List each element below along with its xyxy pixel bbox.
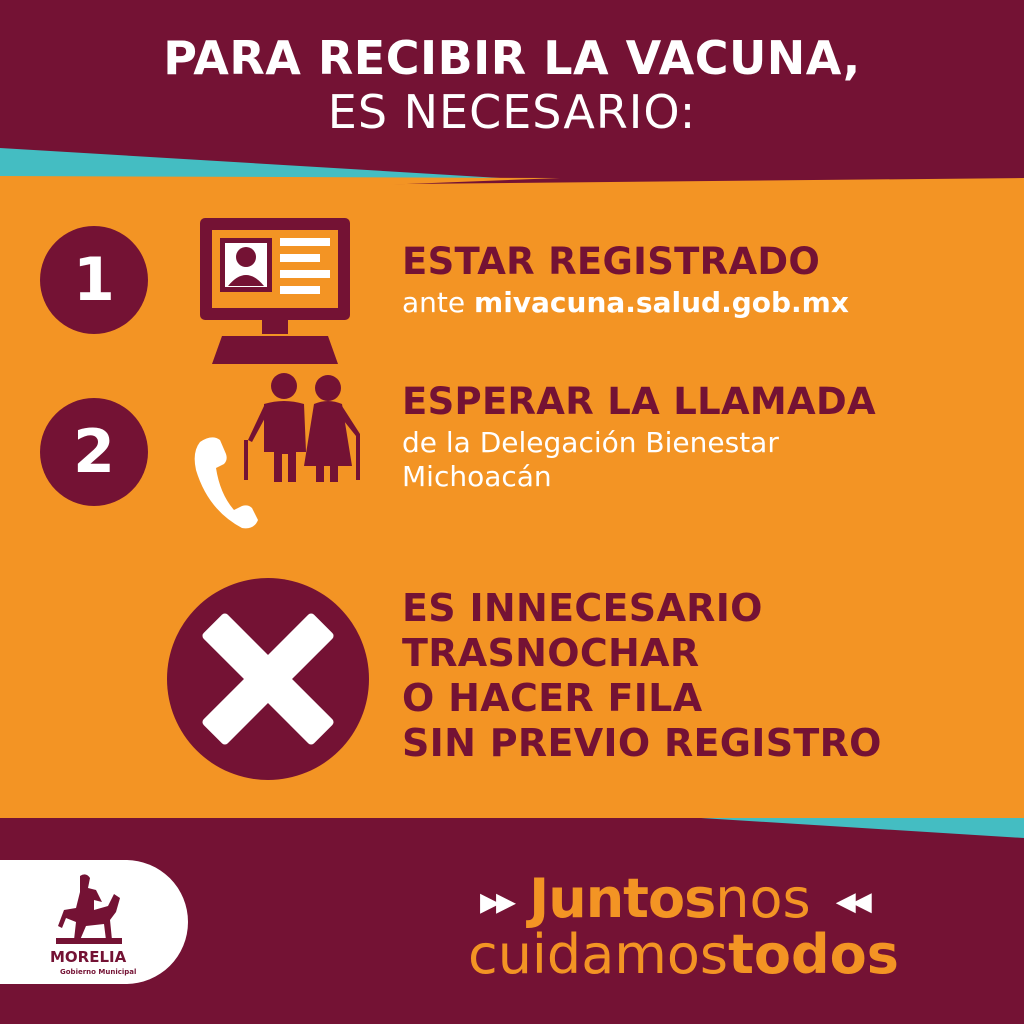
tagline-line2 [468, 924, 899, 986]
warning-line-3: O HACER FILA [402, 676, 703, 720]
step-1-subtitle-prefix: ante [402, 286, 475, 319]
step-2-subtitle-line1: de la Delegación Bienestar [402, 426, 779, 459]
tagline-word-cuidamos: cuidamos [468, 923, 729, 986]
elderly-couple-icon [244, 373, 360, 482]
warning-line-2: TRASNOCHAR [402, 631, 700, 675]
logo-subtitle: Gobierno Municipal [60, 968, 137, 976]
step-2-number-badge: 2 [40, 398, 148, 506]
elderly-couple-phone-icon [190, 370, 370, 530]
computer-profile-icon [196, 214, 356, 366]
logo-badge [0, 860, 188, 984]
tagline-word-juntos: Juntos [529, 867, 716, 930]
step-1-url: mivacuna.salud.gob.mx [474, 286, 849, 319]
logo-name: MORELIA [50, 948, 127, 966]
header-title-line1: PARA RECIBIR LA VACUNA, [163, 31, 861, 85]
phone-icon [195, 437, 258, 528]
play-arrows-icon: ▶▶ [480, 887, 512, 918]
step-1-number-badge: 1 [40, 226, 148, 334]
warning-line-4: SIN PREVIO REGISTRO [402, 721, 882, 765]
x-icon [167, 578, 369, 780]
step-1-subtitle [402, 286, 849, 320]
x-icon-circle [167, 578, 369, 780]
tagline-word-todos: todos [728, 923, 899, 986]
tagline-word-nos: nos [715, 867, 811, 930]
reverse-arrows-icon: ◀◀ [835, 887, 868, 918]
step-2-subtitle-line2: Michoacán [402, 460, 552, 493]
header-title-line2: ES NECESARIO: [327, 85, 697, 139]
equestrian-statue-icon [50, 870, 128, 946]
step-2-title: ESPERAR LA LLAMADA [402, 380, 876, 423]
step-1-title: ESTAR REGISTRADO [402, 240, 821, 283]
warning-line-1: ES INNECESARIO [402, 586, 763, 630]
